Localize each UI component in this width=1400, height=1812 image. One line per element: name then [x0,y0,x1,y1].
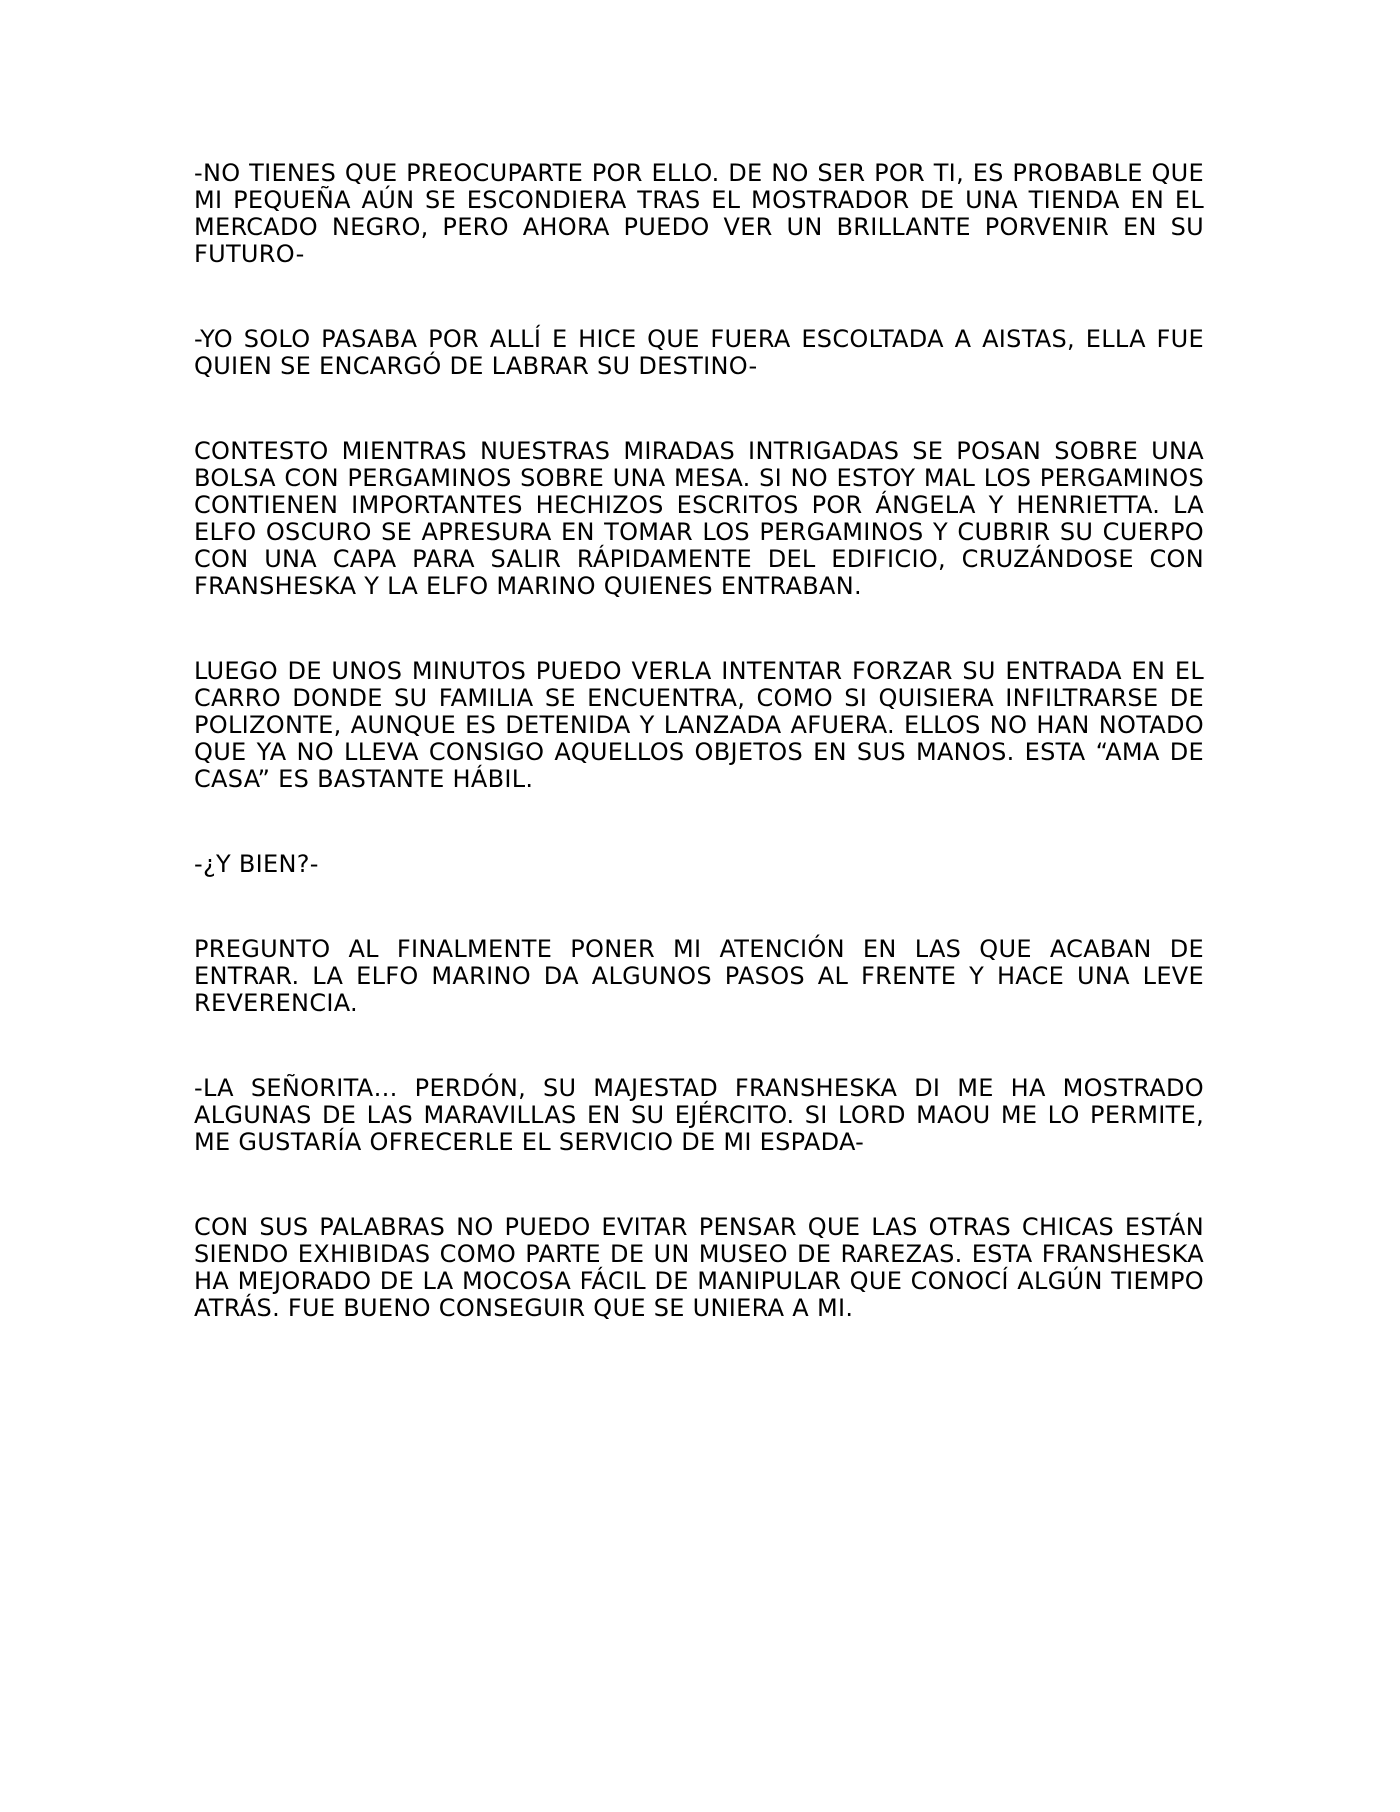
paragraph-7: -LA SEÑORITA… PERDÓN, SU MAJESTAD FRANSHESKA DI ME HA MOSTRADO ALGUNAS DE LAS MARAVILLAS EN SU EJÉRCITO. SI LORD MAOU ME LO PERMITE, ME GUSTARÍA OFRECERLE EL SERVICIO DE MI ESPADA- [194,1074,1204,1156]
paragraph-5: -¿Y BIEN?- [194,850,319,878]
paragraph-3: CONTESTO MIENTRAS NUESTRAS MIRADAS INTRIGADAS SE POSAN SOBRE UNA BOLSA CON PERGAMINOS SOBRE UNA MESA. SI NO ESTOY MAL LOS PERGAMINOS CONTIENEN IMPORTANTES HECHIZOS ESCRITOS POR ÁNGELA Y HENRIETTA. LA ELFO OSCURO SE APRESURA EN TOMAR LOS PERGAMINOS Y CUBRIR SU CUERPO CON UNA CAPA PARA SALIR RÁPIDAMENTE DEL EDIFICIO, CRUZÁNDOSE CON FRANSHESKA Y LA ELFO MARINO QUIENES ENTRABAN. [194,437,1204,600]
paragraph-6: PREGUNTO AL FINALMENTE PONER MI ATENCIÓN EN LAS QUE ACABAN DE ENTRAR. LA ELFO MARINO DA ALGUNOS PASOS AL FRENTE Y HACE UNA LEVE REVERENCIA. [194,935,1204,1017]
paragraph-2: -YO SOLO PASABA POR ALLÍ E HICE QUE FUERA ESCOLTADA A AISTAS, ELLA FUE QUIEN SE ENCARGÓ DE LABRAR SU DESTINO- [194,325,1204,380]
paragraph-1: -NO TIENES QUE PREOCUPARTE POR ELLO. DE NO SER POR TI, ES PROBABLE QUE MI PEQUEÑA AÚN SE ESCONDIERA TRAS EL MOSTRADOR DE UNA TIENDA EN EL MERCADO NEGRO, PERO AHORA PUEDO VER UN BRILLANTE PORVENIR EN SU FUTURO- [194,159,1204,268]
paragraph-4: LUEGO DE UNOS MINUTOS PUEDO VERLA INTENTAR FORZAR SU ENTRADA EN EL CARRO DONDE SU FAMILIA SE ENCUENTRA, COMO SI QUISIERA INFILTRARSE DE POLIZONTE, AUNQUE ES DETENIDA Y LANZADA AFUERA. ELLOS NO HAN NOTADO QUE YA NO LLEVA CONSIGO AQUELLOS OBJETOS EN SUS MANOS. ESTA “AMA DE CASA” ES BASTANTE HÁBIL. [194,657,1204,793]
paragraph-8: CON SUS PALABRAS NO PUEDO EVITAR PENSAR QUE LAS OTRAS CHICAS ESTÁN SIENDO EXHIBIDAS COMO PARTE DE UN MUSEO DE RAREZAS. ESTA FRANSHESKA HA MEJORADO DE LA MOCOSA FÁCIL DE MANIPULAR QUE CONOCÍ ALGÚN TIEMPO ATRÁS. FUE BUENO CONSEGUIR QUE SE UNIERA A MI. [194,1213,1204,1322]
text-body [194,160,1204,1322]
